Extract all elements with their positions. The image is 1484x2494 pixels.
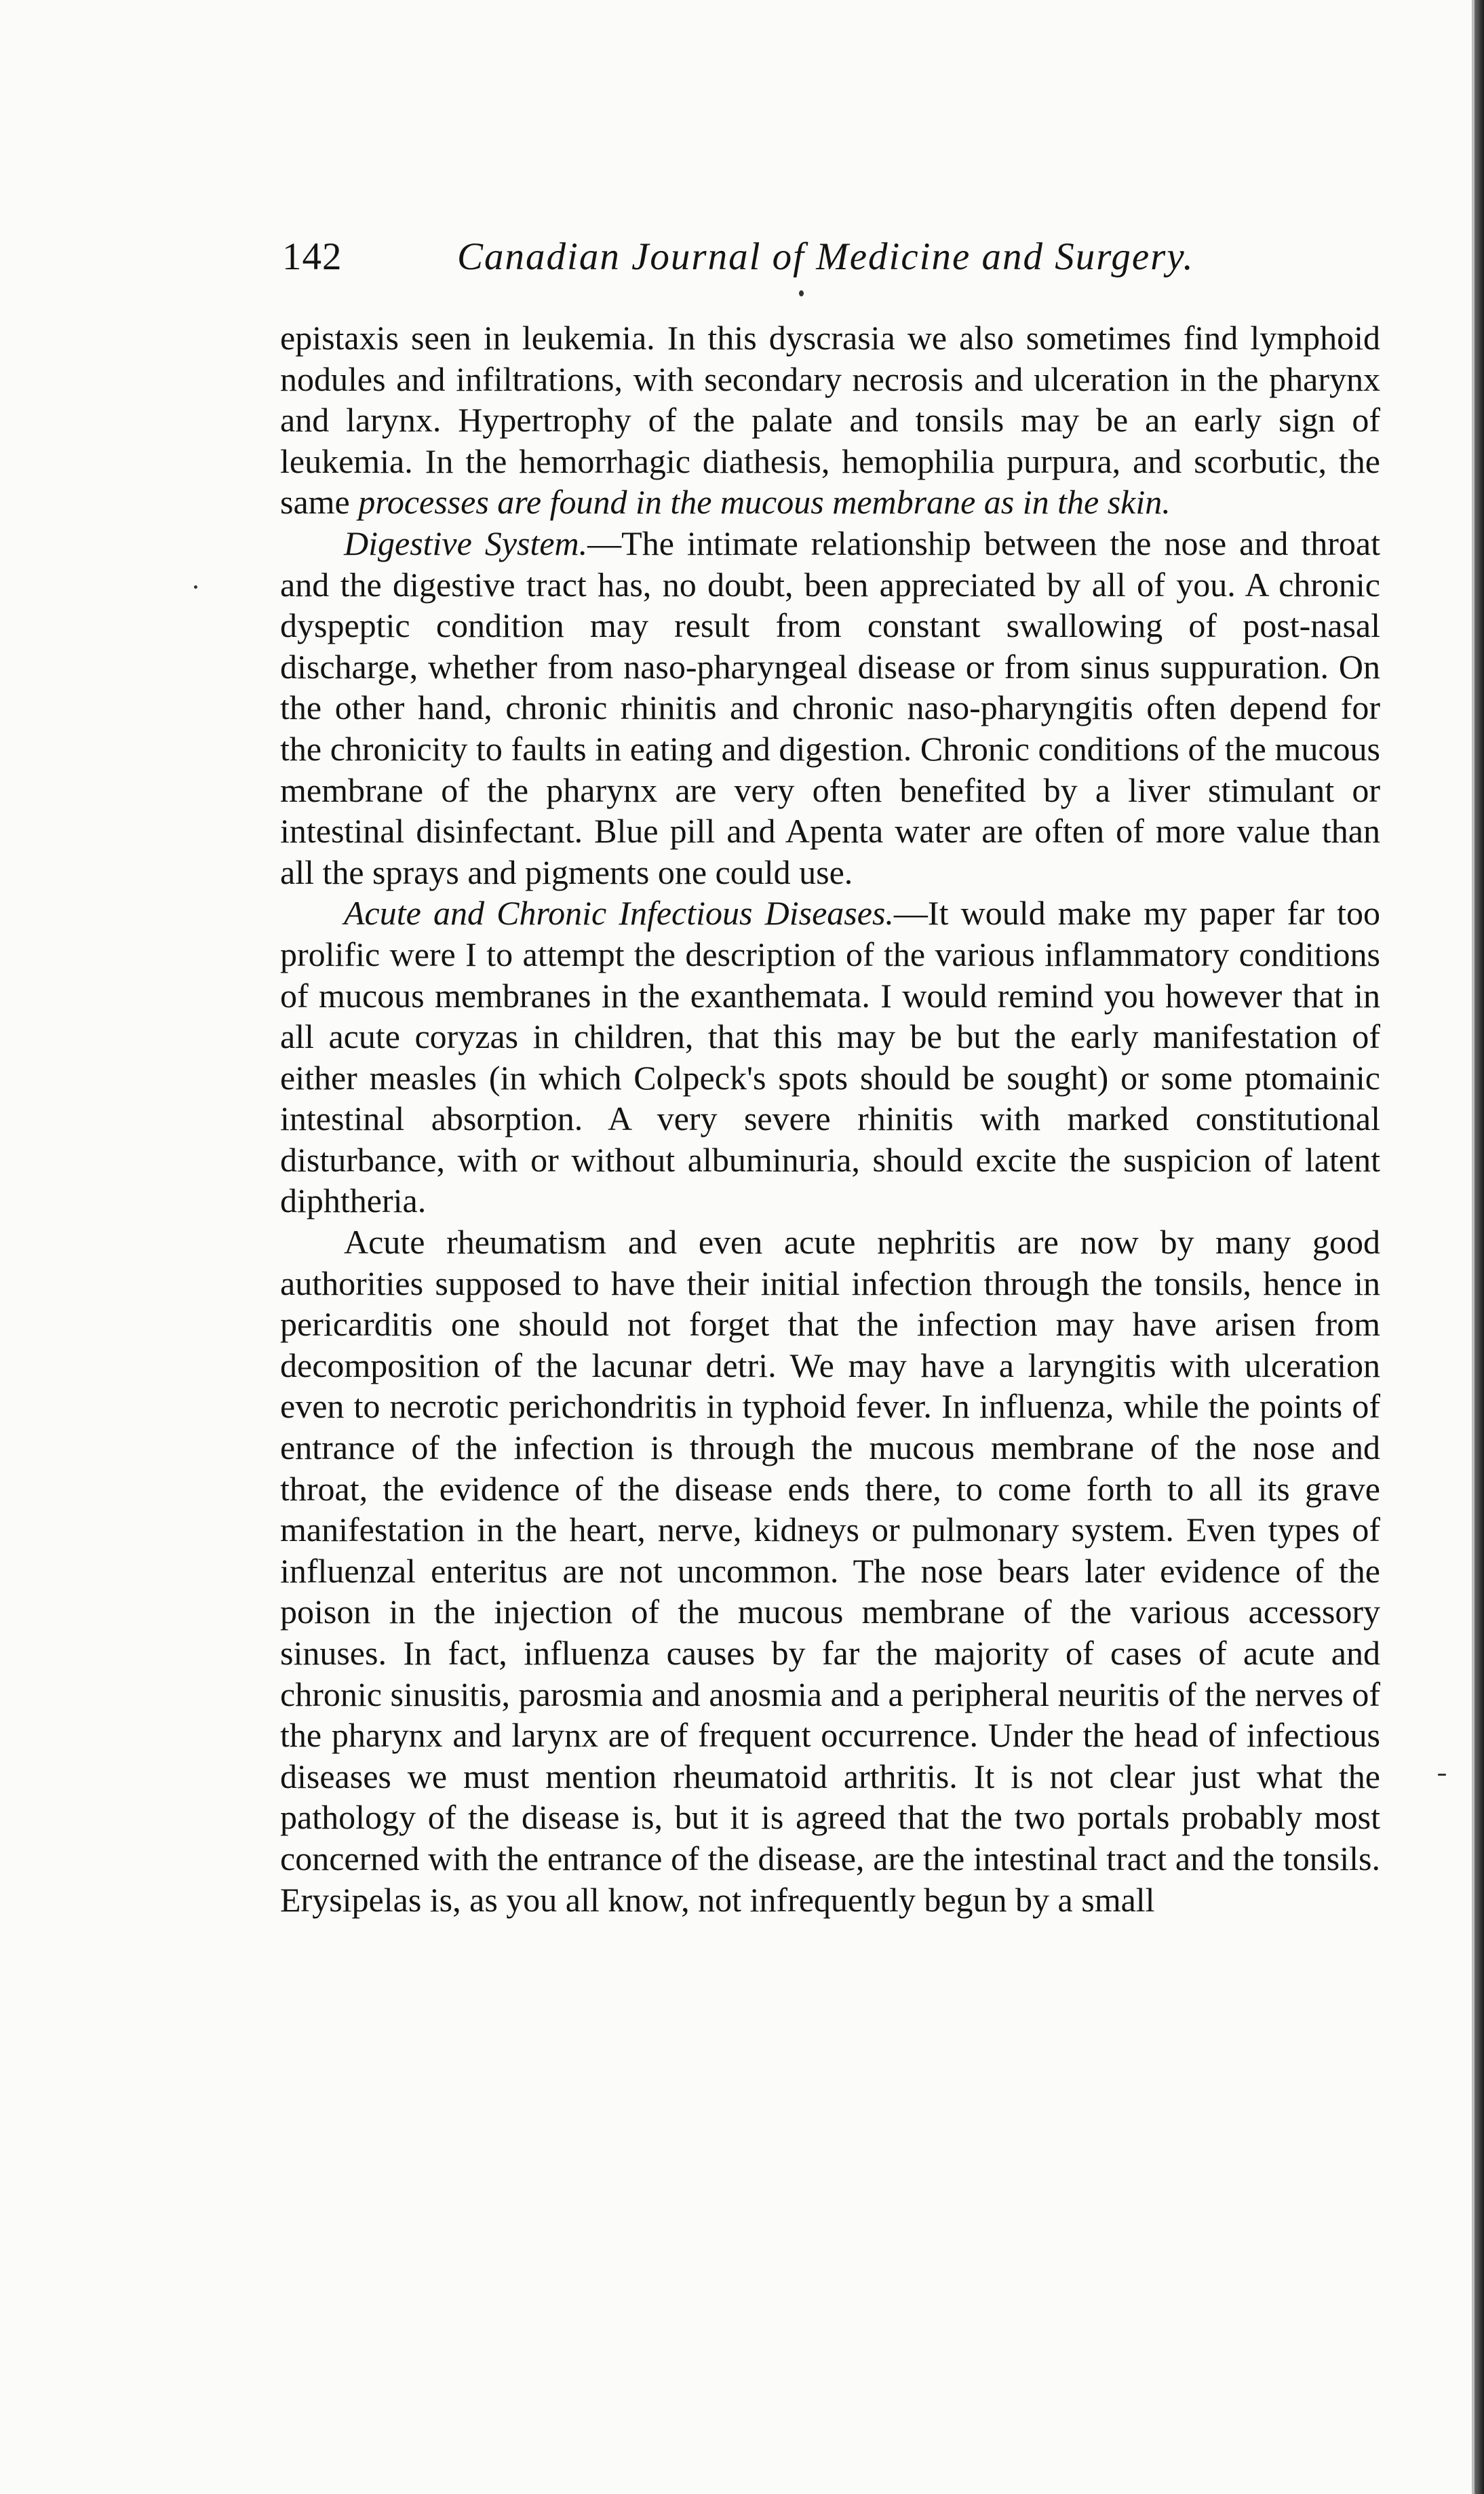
running-header [282, 235, 1381, 289]
paragraph-italic-text: processes are found in the mucous membrane as in the skin. [358, 483, 1171, 522]
paragraph-text: —It would make my paper far too prolific were I to attempt the description of the various inflammatory conditions of mucous membranes in the exanthemata. I would remind you however that in all acute coryzas in children, that this may be but the early manifestation of either measles (in which Colpeck's spots should be sought) or some ptomainic intestinal absorption. A very severe rhinitis with marked constitutional disturbance, with or without albuminuria, should excite the suspicion of latent diphtheria. [280, 894, 1380, 1220]
scan-speck [799, 290, 804, 296]
paragraph-text: epistaxis seen in leukemia. In this dyscrasia we also sometimes find lymphoid nodules and infiltrations, with secondary necrosis and ulceration in the pharynx and larynx. Hypertrophy of the palate and tonsils may be an early sign of leukemia. In the hemorrhagic diathesis, hemophilia purpura, and scorbutic, the same [280, 319, 1380, 522]
paragraph-infectious-diseases [280, 893, 1380, 1222]
paragraph-text: —The intimate relationship between the nose and throat and the digestive tract has, no doubt, been appreciated by all of you. A chronic dyspeptic condition may result from constant swallowing of post-nasal discharge, whether from naso-pharyngeal disease or from sinus suppuration. On the other hand, chronic rhinitis and chronic naso-pharyngitis often depend for the chronicity to faults in eating and digestion. Chronic conditions of the mucous membrane of the pharynx are very often benefited by a liver stimulant or intestinal disinfectant. Blue pill and Apenta water are often of more value than all the sprays and pigments one could use. [280, 524, 1380, 891]
journal-title: Canadian Journal of Medicine and Surgery. [457, 235, 1194, 278]
section-heading-digestive-system: Digestive System. [344, 524, 588, 562]
paragraph-text: Acute rheumatism and even acute nephritis are now by many good authorities supposed to have their initial infection through the tonsils, hence in pericarditis one should not forget that the infection may have arisen from decomposition of the lacunar detri. We may have a laryngitis with ulceration even to necrotic perichondritis in typhoid fever. In influenza, while the points of entrance of the infection is through the mucous membrane of the nose and throat, the evidence of the disease ends there, to come forth to all its grave manifestation in the heart, nerve, kidneys or pulmonary system. Even types of influenzal enteritus are not uncommon. The nose bears later evidence of the poison in the injection of the mucous membrane of the various accessory sinuses. In fact, influenza causes by far the majority of cases of acute and chronic sinusitis, parosmia and anosmia and a peripheral neuritis of the nerves of the pharynx and larynx are of frequent occurrence. Under the head of infectious diseases we must mention rheumatoid arthritis. It is not clear just what the pathology of the disease is, but it is agreed that the two portals probably most concerned with the entrance of the disease, are the intestinal tract and the tonsils. Erysipelas is, as you all know, not infrequently begun by a small [280, 1223, 1380, 1919]
section-heading-infectious-diseases: Acute and Chronic Infectious Diseases. [344, 894, 894, 933]
page-number: 142 [282, 235, 343, 278]
paragraph-acute-rheumatism [280, 1222, 1380, 1920]
page-binding-edge [1475, 0, 1484, 2494]
body-text [280, 317, 1380, 1920]
scan-speck [194, 585, 197, 589]
paragraph-leukemia [280, 317, 1380, 523]
paragraph-digestive-system [280, 523, 1380, 893]
scan-speck [1438, 1774, 1446, 1776]
